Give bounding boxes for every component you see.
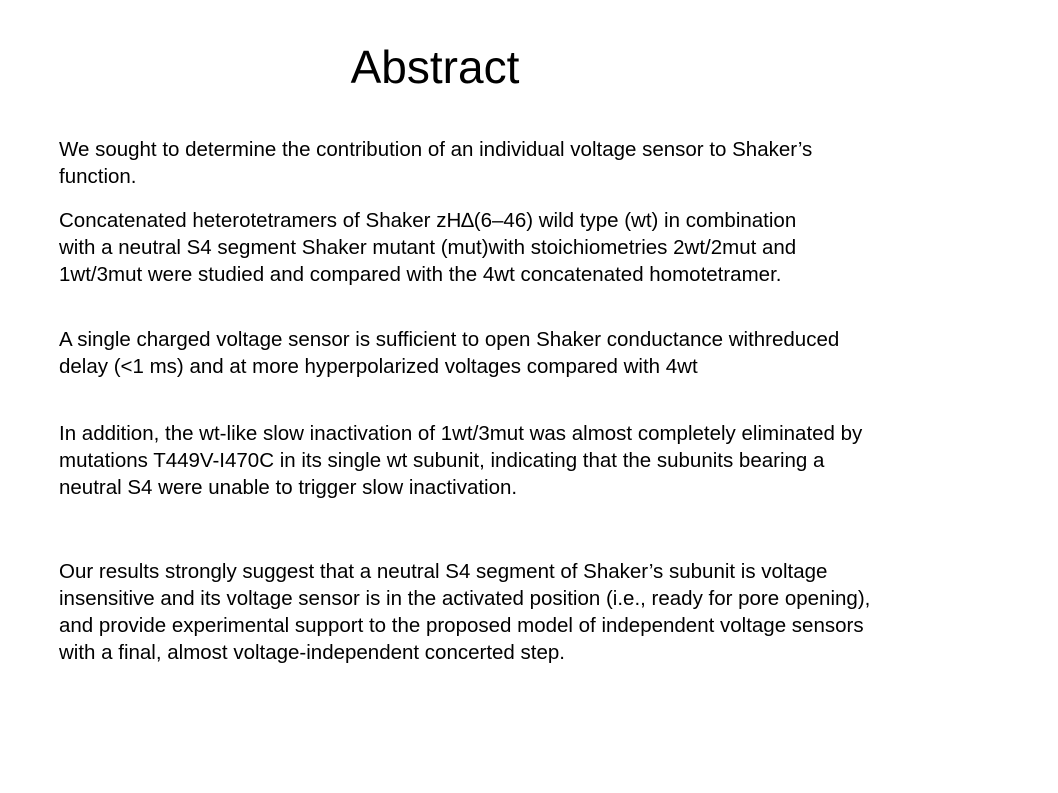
abstract-paragraph-methods: Concatenated heterotetramers of Shaker zH∆(6–46) wild type (wt) in combination with a neutral S4 segment Shaker mutant (mut)with stoichiometries 2wt/2mut and 1wt/3mut were studied and compared with the 4wt concatenated homotetramer. (59, 209, 797, 286)
abstract-paragraph-aim: We sought to determine the contribution of an individual voltage sensor to Shaker’s function. (59, 138, 813, 188)
abstract-paragraph-conclusion: Our results strongly suggest that a neutral S4 segment of Shaker’s subunit is voltage insensitive and its voltage sensor is in the activated position (i.e., ready for pore opening), and provide experimental support to the proposed model of independent voltage sensors with a final, almost voltage-independent concerted step. (59, 560, 871, 664)
abstract-paragraph-result-1: A single charged voltage sensor is sufficient to open Shaker conductance withreduced delay (<1 ms) and at more hyperpolarized voltages compared with 4wt (59, 328, 840, 378)
slide-title: Abstract (350, 41, 520, 93)
abstract-paragraph-result-2: In addition, the wt-like slow inactivation of 1wt/3mut was almost completely eliminated by mutations T449V-I470C in its single wt subunit, indicating that the subunits bearing a neutral S4 were unable to trigger slow inactivation. (59, 422, 863, 499)
